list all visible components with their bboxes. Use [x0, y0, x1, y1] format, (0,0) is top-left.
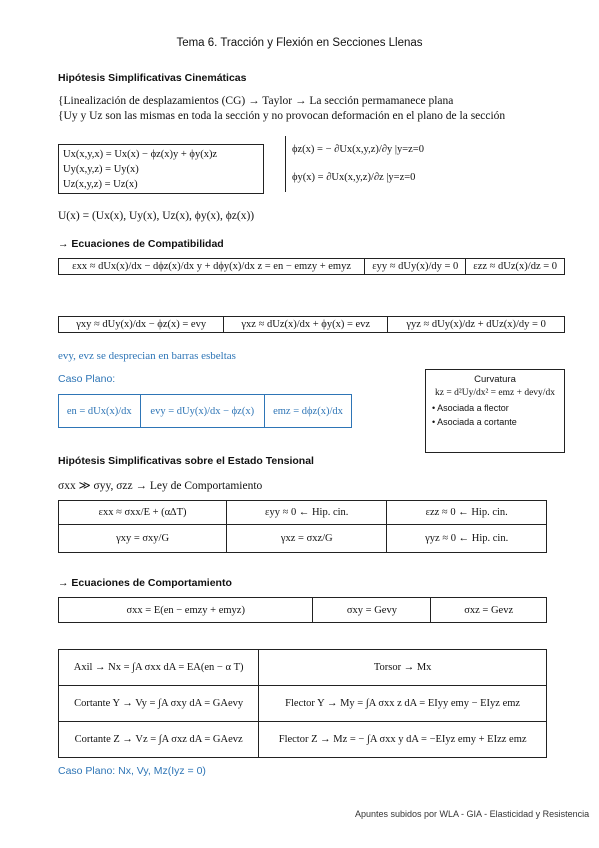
effort-bending-z: Flector Z → Mz = − ∫A σxx y dA = −EIyz emy + EIzz emz	[259, 722, 547, 758]
displacement-system	[58, 144, 264, 194]
strain-zz: εzz ≈ dUz(x)/dz = 0	[466, 259, 565, 275]
stress-xx: σxx = E(en − emzy + emyz)	[59, 598, 313, 623]
kinematic-line-1: {Linealización de desplazamientos (CG) → Taylor → La sección permamanece plana	[58, 95, 454, 107]
kinematic-line-2: {Uy y Uz son las mismas en toda la sección y no provocan deformación en el plano de la sección	[58, 110, 506, 122]
stress-xz: σxz = Gevz	[431, 598, 547, 623]
plane-case-label: Caso Plano:	[58, 373, 116, 385]
displacement-vector: U(x) = (Ux(x), Uy(x), Uz(x), ϕy(x), ϕz(x))	[58, 210, 255, 222]
curvature-bullet-1: • Asociada a flector	[432, 403, 509, 413]
strain-xx: εxx ≈ dUx(x)/dx − dϕz(x)/dx y + dϕy(x)/dx z = en − emzy + emyz	[59, 259, 365, 275]
footer-credit: Apuntes subidos por WLA - GIA - Elasticidad y Resistencia	[355, 809, 590, 819]
strain-yz: γyz ≈ dUy(x)/dz + dUz(x)/dy = 0	[388, 317, 565, 333]
rotation-eq-1: ϕz(x) = − ∂Ux(x,y,z)/∂y |y=z=0	[292, 144, 424, 155]
tensional-intro: σxx ≫ σyy, σzz → Ley de Comportamiento	[58, 480, 263, 492]
strain-xy: γxy ≈ dUy(x)/dx − ϕz(x) = evy	[59, 317, 224, 333]
behavior-heading: → Ecuaciones de Comportamiento	[58, 577, 232, 589]
efforts-table	[58, 649, 547, 758]
effort-bending-y: Flector Y → My = ∫A σxx z dA = EIyy emy − EIyz emz	[259, 686, 547, 722]
effort-shear-z: Cortante Z → Vz = ∫A σxz dA = GAevz	[59, 722, 259, 758]
law-yy: εyy ≈ 0 ← Hip. cin.	[227, 501, 387, 525]
behavior-table	[58, 597, 547, 623]
law-xz: γxz = σxz/G	[227, 525, 387, 553]
slender-note: evy, evz se desprecian en barras esbeltas	[58, 350, 236, 362]
law-zz: εzz ≈ 0 ← Hip. cin.	[387, 501, 547, 525]
law-xx: εxx ≈ σxx/E + (α∆T)	[59, 501, 227, 525]
curvature-box	[425, 369, 565, 453]
constitutive-table	[58, 500, 547, 553]
plane-evy: evy = dUy(x)/dx − ϕz(x)	[140, 395, 264, 428]
displacement-eq-3: Uz(x,y,z) = Uz(x)	[63, 179, 138, 190]
effort-axial: Axil → Nx = ∫A σxx dA = EA(en − α T)	[59, 650, 259, 686]
curvature-formula: kz = d²Uy/dx² = emz + devy/dx	[435, 388, 555, 398]
plane-en: en = dUx(x)/dx	[59, 395, 141, 428]
displacement-eq-2: Uy(x,y,z) = Uy(x)	[63, 164, 139, 175]
rotation-eq-2: ϕy(x) = ∂Ux(x,y,z)/∂z |y=z=0	[292, 172, 416, 183]
law-yz: γyz ≈ 0 ← Hip. cin.	[387, 525, 547, 553]
rotation-system	[285, 136, 424, 192]
effort-torsor: Torsor → Mx	[259, 650, 547, 686]
displacement-eq-1: Ux(x,y,x) = Ux(x) − ϕz(x)y + ϕy(x)z	[63, 149, 218, 160]
compatibility-row-2	[58, 316, 565, 333]
strain-yy: εyy ≈ dUy(x)/dy = 0	[365, 259, 466, 275]
kinematic-heading: Hipótesis Simplificativas Cinemáticas	[58, 72, 247, 84]
plane-case-table	[58, 394, 352, 428]
efforts-plane-case: Caso Plano: Nx, Vy, Mz(Iyz = 0)	[58, 765, 206, 777]
curvature-bullet-2: • Asociada a cortante	[432, 417, 517, 427]
plane-emz: emz = dϕz(x)/dx	[264, 395, 351, 428]
law-xy: γxy = σxy/G	[59, 525, 227, 553]
curvature-title: Curvatura	[474, 374, 516, 385]
page-title: Tema 6. Tracción y Flexión en Secciones Llenas	[176, 37, 423, 49]
strain-xz: γxz ≈ dUz(x)/dx + ϕy(x) = evz	[224, 317, 388, 333]
compatibility-row-1	[58, 258, 565, 275]
tensional-heading: Hipótesis Simplificativas sobre el Estado Tensional	[58, 455, 314, 467]
compatibility-heading: → Ecuaciones de Compatibilidad	[58, 238, 224, 250]
effort-shear-y: Cortante Y → Vy = ∫A σxy dA = GAevy	[59, 686, 259, 722]
stress-xy: σxy = Gevy	[313, 598, 431, 623]
